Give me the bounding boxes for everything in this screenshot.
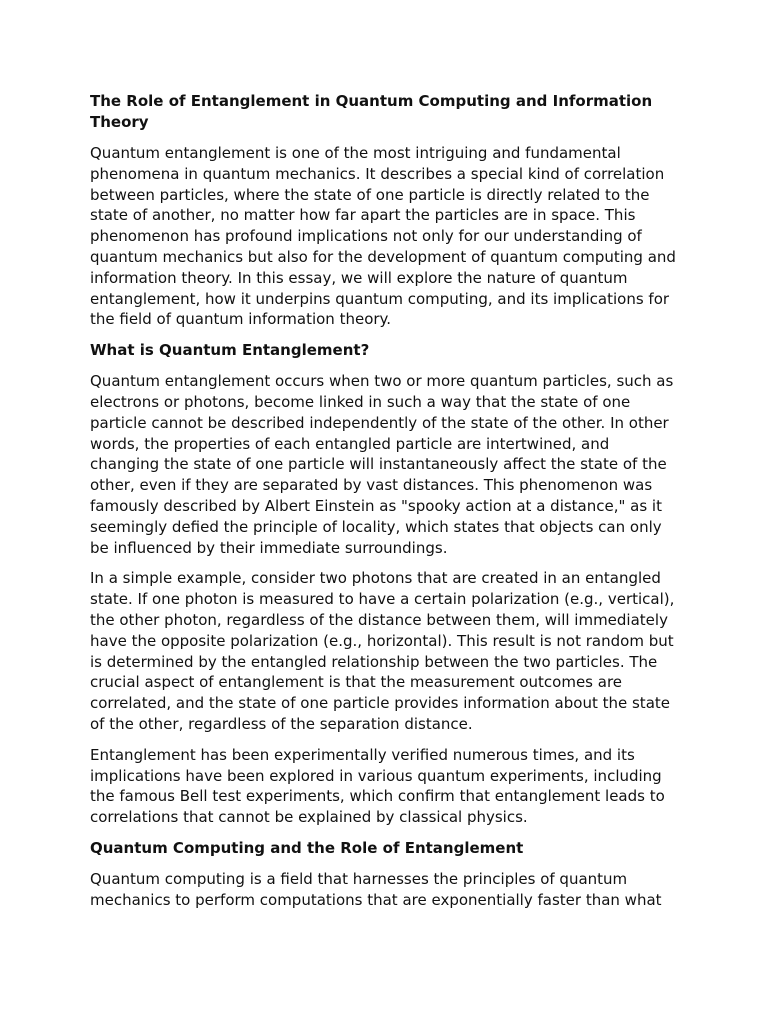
entanglement-paragraph-2: In a simple example, consider two photons that are created in an entangled state. If one photon is measured to have a certain polarization (e.g., vertical), the other photon, regardless of the distance between them, will immediately have the opposite polarization (e.g., horizontal). This result is not random but is determined by the entangled relationship between the two particles. The crucial aspect of entanglement is that the measurement outcomes are correlated, and the state of one particle provides information about the state of the other, regardless of the separation distance. bbox=[90, 569, 675, 733]
section-heading-quantum-computing: Quantum Computing and the Role of Entanglement bbox=[90, 838, 524, 857]
intro-paragraph: Quantum entanglement is one of the most intriguing and fundamental phenomena in quantum mechanics. It describes a special kind of correlation between particles, where the state of one particle is directly related to the state of another, no matter how far apart the particles are in space. This phenomenon has profound implications not only for our understanding of quantum mechanics but also for the development of quantum computing and information theory. In this essay, we will explore the nature of quantum entanglement, how it underpins quantum computing, and its implications for the field of quantum information theory. bbox=[90, 144, 676, 329]
document-page bbox=[90, 91, 680, 921]
entanglement-paragraph-1: Quantum entanglement occurs when two or more quantum particles, such as electrons or photons, become linked in such a way that the state of one particle cannot be described independently of the state of the other. In other words, the properties of each entangled particle are intertwined, and changing the state of one particle will instantaneously affect the state of the other, even if they are separated by vast distances. This phenomenon was famously described by Albert Einstein as "spooky action at a distance," as it seemingly defied the principle of locality, which states that objects can only be influenced by their immediate surroundings. bbox=[90, 372, 674, 557]
document-title: The Role of Entanglement in Quantum Computing and Information Theory bbox=[90, 92, 653, 131]
entanglement-paragraph-3: Entanglement has been experimentally verified numerous times, and its implications have been explored in various quantum experiments, including the famous Bell test experiments, which confirm that entanglement leads to correlations that cannot be explained by classical physics. bbox=[90, 745, 665, 827]
section-heading-entanglement: What is Quantum Entanglement? bbox=[90, 341, 370, 360]
quantum-computing-paragraph-1: Quantum computing is a field that harnesses the principles of quantum mechanics to perform computations that are exponentially faster than what bbox=[90, 869, 662, 909]
